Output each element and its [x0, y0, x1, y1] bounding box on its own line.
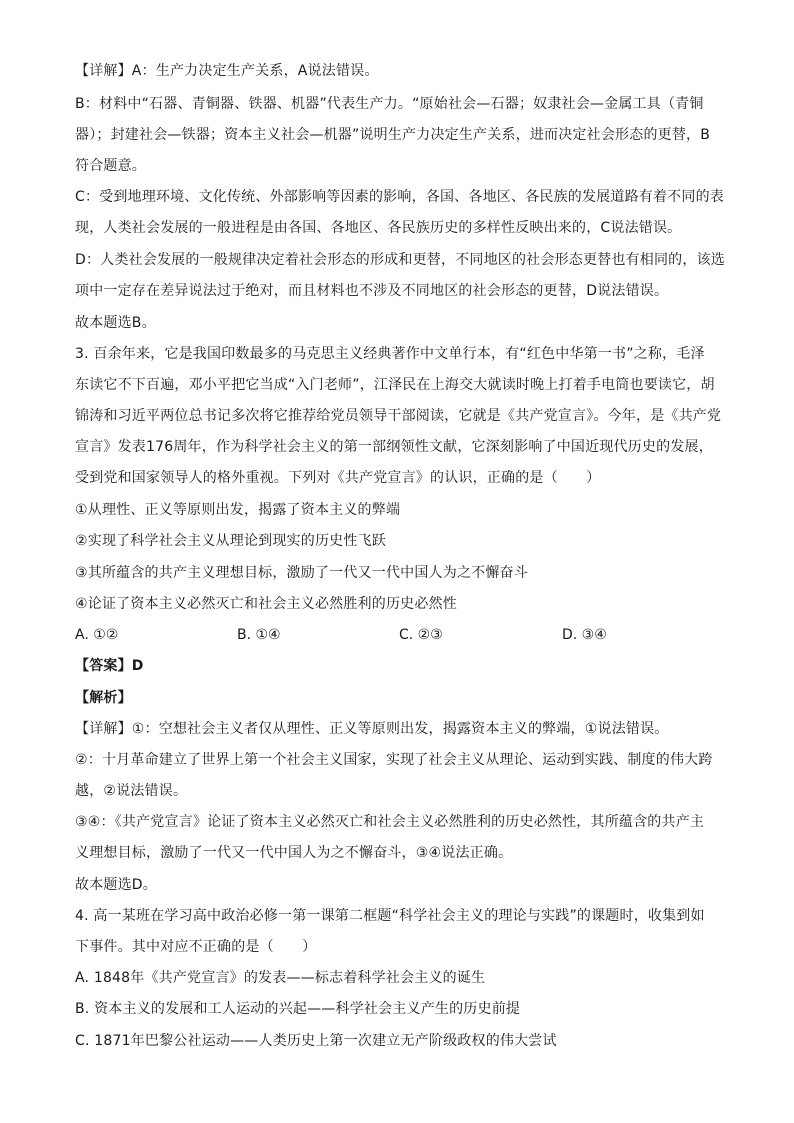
q3-stem-line3: 锦涛和习近平两位总书记多次将它推荐给党员领导干部阅读，它就是《共产党宣言》。今年，是《共产党	[75, 408, 722, 424]
q2-conclusion: 故本题选B。	[75, 315, 156, 331]
q4-option-b: B. 资本主义的发展和工人运动的兴起——科学社会主义产生的历史前提	[75, 1001, 521, 1017]
q3-explanation-1: 【详解】①：空想社会主义者仅从理性、正义等原则出发，揭露资本主义的弊端，①说法错误。	[75, 721, 669, 737]
q3-option-d: D. ③④	[562, 627, 607, 643]
q2-explanation-c-line1: C：受到地理环境、文化传统、外部影响等因素的影响，各国、各地区、各民族的发展道路有着不同的表	[75, 189, 724, 205]
q3-item-3: ③其所蕴含的共产主义理想目标，激励了一代又一代中国人为之不懈奋斗	[75, 565, 528, 581]
q3-stem-line4: 宣言》发表176周年，作为科学社会主义的第一部纲领性文献，它深刻影响了中国近现代历史的发展，	[75, 439, 713, 455]
q3-conclusion: 故本题选D。	[75, 877, 157, 893]
q2-explanation-b-line1: B：材料中“石器、青铜器、铁器、机器”代表生产力。“原始社会—石器；奴隶社会—金属工具（青铜	[75, 96, 704, 112]
q2-explanation-c-line2: 现，人类社会发展的一般进程是由各国、各地区、各民族历史的多样性反映出来的，C说法错误。	[75, 220, 682, 236]
q4-stem-line2: 下事件。其中对应不正确的是（ ）	[75, 939, 317, 955]
q3-stem-line5: 受到党和国家领导人的格外重视。下列对《共产党宣言》的认识，正确的是（ ）	[75, 470, 601, 486]
q2-explanation-b-line2: 器）；封建社会—铁器；资本主义社会—机器”说明生产力决定生产关系，进而决定社会形态的更替，B	[75, 127, 711, 143]
q3-analysis-label: 【解析】	[75, 690, 132, 706]
q2-explanation-a: 【详解】A：生产力决定生产关系，A说法错误。	[75, 63, 379, 79]
q3-stem-line1: 3. 百余年来，它是我国印数最多的马克思主义经典著作中文单行本，有“红色中华第一书”之称，毛泽	[75, 346, 705, 362]
q4-option-c: C. 1871年巴黎公社运动——人类历史上第一次建立无产阶级政权的伟大尝试	[75, 1033, 557, 1049]
q3-option-b: B. ①④	[237, 627, 281, 643]
q3-stem-line2: 东读它不下百遍，邓小平把它当成“入门老师”，江泽民在上海交大就读时晚上打着手电筒也要读它，胡	[75, 377, 715, 393]
q3-item-4: ④论证了资本主义必然灭亡和社会主义必然胜利的历史必然性	[75, 596, 457, 612]
q3-item-1: ①从理性、正义等原则出发，揭露了资本主义的弊端	[75, 502, 401, 518]
q2-explanation-d-line1: D：人类社会发展的一般规律决定着社会形态的形成和更替，不同地区的社会形态更替也有相同的，该选	[75, 252, 725, 268]
q3-answer: 【答案】D	[75, 658, 144, 674]
q3-option-c: C. ②③	[399, 627, 443, 643]
q4-option-a: A. 1848年《共产党宣言》的发表——标志着科学社会主义的诞生	[75, 970, 486, 986]
q3-option-a: A. ①②	[75, 627, 119, 643]
q2-explanation-b-line3: 符合题意。	[75, 158, 146, 174]
q3-explanation-2-line2: 越，②说法错误。	[75, 783, 188, 799]
q2-explanation-d-line2: 项中一定存在差异说法过于绝对，而且材料也不涉及不同地区的社会形态的更替，D说法错误。	[75, 283, 669, 299]
q3-explanation-2-line1: ②：十月革命建立了世界上第一个社会主义国家，实现了社会主义从理论、运动到实践、制度的伟大跨	[75, 752, 713, 768]
q3-explanation-34-line1: ③④：《共产党宣言》论证了资本主义必然灭亡和社会主义必然胜利的历史必然性，其所蕴含的共产主	[75, 814, 705, 830]
q3-item-2: ②实现了科学社会主义从理论到现实的历史性飞跃	[75, 533, 386, 549]
q3-explanation-34-line2: 义理想目标，激励了一代又一代中国人为之不懈奋斗，③④说法正确。	[75, 845, 513, 861]
q4-stem-line1: 4. 高一某班在学习高中政治必修一第一课第二框题“科学社会主义的理论与实践”的课题时，收集到如	[75, 908, 705, 924]
